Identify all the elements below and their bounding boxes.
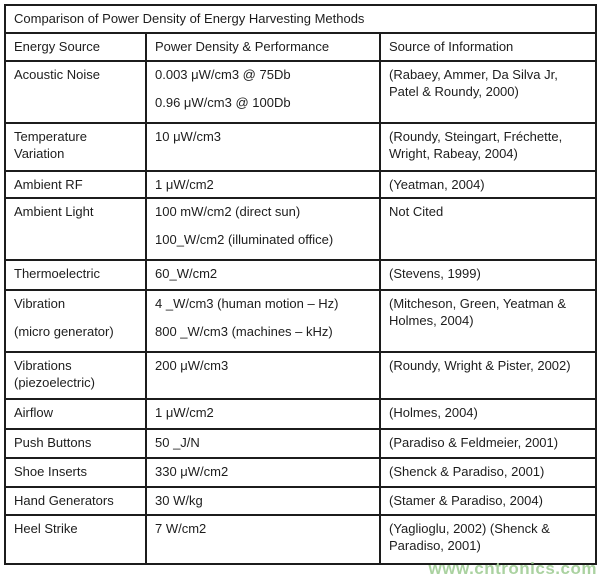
cell-source xyxy=(380,171,596,198)
table-title-row xyxy=(5,5,596,33)
cell-power-density xyxy=(146,260,380,290)
source-value: (Roundy, Steingart, Fréchette, Wright, Rabeay, 2004) xyxy=(389,129,563,161)
table-row-push-buttons xyxy=(5,429,596,458)
cell-energy-source xyxy=(5,352,146,399)
cell-source xyxy=(380,458,596,487)
cell-source xyxy=(380,352,596,399)
table-row-thermoelectric xyxy=(5,260,596,290)
cell-power-density xyxy=(146,487,380,515)
table-row-temperature-variation xyxy=(5,123,596,171)
cell-source xyxy=(380,487,596,515)
source-value: (Shenck & Paradiso, 2001) xyxy=(389,464,545,479)
power-density-value: 1 μW/cm2 xyxy=(155,177,214,192)
energy-source-value: Airflow xyxy=(14,405,54,420)
cell-energy-source xyxy=(5,123,146,171)
table-row-airflow xyxy=(5,399,596,429)
power-density-value: 100_W/cm2 (illuminated office) xyxy=(155,232,334,247)
source-value: (Rabaey, Ammer, Da Silva Jr, Patel & Roundy, 2000) xyxy=(389,67,558,99)
table-row-heel-strike xyxy=(5,515,596,564)
cell-power-density xyxy=(146,171,380,198)
cell-power-density xyxy=(146,352,380,399)
cell-source xyxy=(380,399,596,429)
column-header-source-of-information: Source of Information xyxy=(380,33,596,61)
table-row-vibrations-piezoelectric xyxy=(5,352,596,399)
power-density-value: 30 W/kg xyxy=(155,493,203,508)
cell-energy-source xyxy=(5,399,146,429)
cell-energy-source xyxy=(5,458,146,487)
cell-power-density xyxy=(146,429,380,458)
table-title: Comparison of Power Density of Energy Harvesting Methods xyxy=(5,5,596,33)
cell-source xyxy=(380,61,596,123)
table-row-ambient-rf xyxy=(5,171,596,198)
power-density-value: 800 _W/cm3 (machines – kHz) xyxy=(155,324,333,339)
cell-power-density xyxy=(146,61,380,123)
power-density-value: 60_W/cm2 xyxy=(155,266,218,281)
cell-power-density xyxy=(146,290,380,352)
energy-source-value: (micro generator) xyxy=(14,324,114,339)
cell-source xyxy=(380,515,596,564)
power-density-value: 10 μW/cm3 xyxy=(155,129,222,144)
energy-source-value: Ambient RF xyxy=(14,177,83,192)
table-row-vibration-micro-generator xyxy=(5,290,596,352)
energy-source-value: Temperature Variation xyxy=(14,129,87,161)
power-density-value: 7 W/cm2 xyxy=(155,521,207,536)
source-value: (Yeatman, 2004) xyxy=(389,177,485,192)
table-row-shoe-inserts xyxy=(5,458,596,487)
energy-source-value: Shoe Inserts xyxy=(14,464,87,479)
source-value: Not Cited xyxy=(389,204,444,219)
cell-energy-source xyxy=(5,487,146,515)
energy-source-value: Heel Strike xyxy=(14,521,78,536)
cell-source xyxy=(380,198,596,260)
power-density-value: 330 μW/cm2 xyxy=(155,464,229,479)
cell-energy-source xyxy=(5,260,146,290)
cell-energy-source xyxy=(5,290,146,352)
energy-source-value: Vibration xyxy=(14,296,66,311)
power-density-value: 4 _W/cm3 (human motion – Hz) xyxy=(155,296,339,311)
cell-energy-source xyxy=(5,429,146,458)
cell-energy-source xyxy=(5,515,146,564)
watermark: www.cntronics.com xyxy=(428,559,597,578)
source-value: (Paradiso & Feldmeier, 2001) xyxy=(389,435,559,450)
column-header-power-density: Power Density & Performance xyxy=(146,33,380,61)
energy-harvesting-table xyxy=(4,4,597,565)
energy-source-value: Acoustic Noise xyxy=(14,67,100,82)
cell-source xyxy=(380,260,596,290)
cell-power-density xyxy=(146,198,380,260)
source-value: (Yaglioglu, 2002) (Shenck & Paradiso, 2001) xyxy=(389,521,550,553)
cell-source xyxy=(380,123,596,171)
table-header-row xyxy=(5,33,596,61)
cell-energy-source xyxy=(5,61,146,123)
source-value: (Roundy, Wright & Pister, 2002) xyxy=(389,358,571,373)
cell-power-density xyxy=(146,123,380,171)
power-density-value: 100 mW/cm2 (direct sun) xyxy=(155,204,301,219)
column-header-energy-source: Energy Source xyxy=(5,33,146,61)
energy-source-value: Thermoelectric xyxy=(14,266,100,281)
source-value: (Mitcheson, Green, Yeatman & Holmes, 2004) xyxy=(389,296,567,328)
cell-power-density xyxy=(146,515,380,564)
energy-source-value: Ambient Light xyxy=(14,204,94,219)
energy-source-value: Vibrations (piezoelectric) xyxy=(14,358,95,390)
power-density-value: 1 μW/cm2 xyxy=(155,405,214,420)
cell-power-density xyxy=(146,399,380,429)
table-row-acoustic-noise xyxy=(5,61,596,123)
cell-energy-source xyxy=(5,198,146,260)
source-value: (Stamer & Paradiso, 2004) xyxy=(389,493,543,508)
cell-energy-source xyxy=(5,171,146,198)
power-density-value: 0.96 μW/cm3 @ 100Db xyxy=(155,95,291,110)
power-density-value: 50 _J/N xyxy=(155,435,200,450)
table-row-hand-generators xyxy=(5,487,596,515)
power-density-value: 0.003 μW/cm3 @ 75Db xyxy=(155,67,291,82)
table-row-ambient-light xyxy=(5,198,596,260)
energy-source-value: Hand Generators xyxy=(14,493,114,508)
source-value: (Stevens, 1999) xyxy=(389,266,481,281)
source-value: (Holmes, 2004) xyxy=(389,405,478,420)
power-density-value: 200 μW/cm3 xyxy=(155,358,229,373)
cell-source xyxy=(380,429,596,458)
cell-power-density xyxy=(146,458,380,487)
cell-source xyxy=(380,290,596,352)
energy-source-value: Push Buttons xyxy=(14,435,92,450)
